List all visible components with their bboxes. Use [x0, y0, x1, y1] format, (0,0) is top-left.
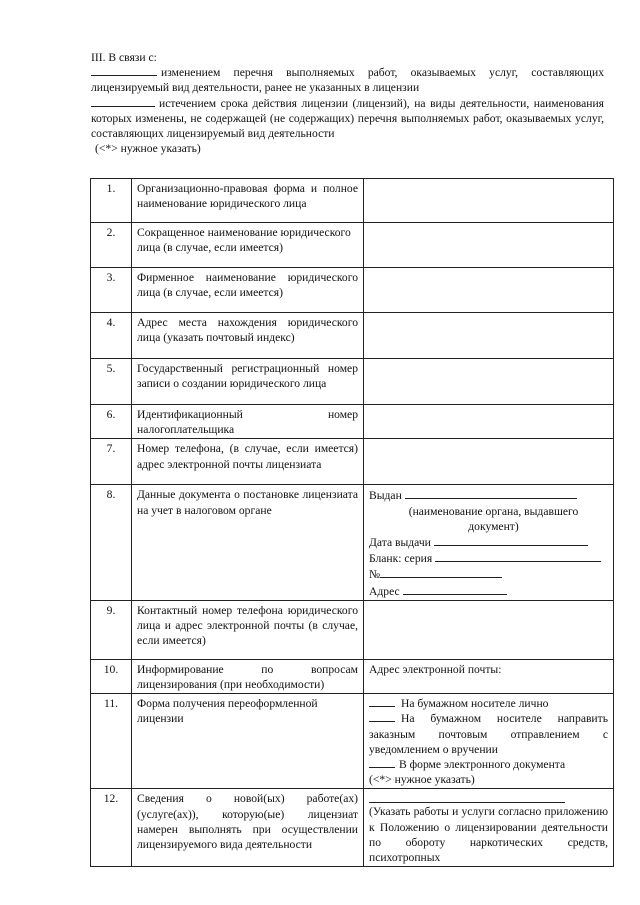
row-value-field[interactable] — [364, 405, 614, 439]
option-change-list-text: изменением перечня выполняемых работ, оказываемых услуг, составляющих лицензируемый вид деятельности, ранее не указанных в лицензии — [91, 66, 604, 95]
tax-registration-fields — [364, 485, 614, 600]
number-label: № — [369, 568, 381, 582]
row-value-field[interactable] — [364, 359, 614, 405]
table-row — [91, 179, 614, 223]
row-number: 7. — [91, 439, 132, 485]
application-table — [90, 178, 614, 867]
row-label: Данные документа о постановке лицензиата на учет в налоговом органе — [132, 485, 364, 600]
table-row — [91, 694, 614, 789]
checkbox-line[interactable] — [369, 711, 395, 722]
checkbox-line[interactable] — [91, 65, 157, 76]
checkbox-line[interactable] — [369, 757, 395, 768]
row-number: 10. — [91, 659, 132, 693]
address-line — [369, 583, 608, 599]
issued-by-input[interactable] — [405, 487, 577, 499]
checkbox-line[interactable] — [91, 96, 155, 107]
address-label: Адрес — [369, 584, 400, 598]
number-line — [369, 566, 608, 582]
form-series-line — [369, 550, 608, 566]
row-label: Контактный номер телефона юридического лица и адрес электронной почты (в случае, если имеется) — [132, 600, 364, 659]
row-number: 11. — [91, 694, 132, 789]
table-row — [91, 313, 614, 359]
row-label: Адрес места нахождения юридического лица (указать почтовый индекс) — [132, 313, 364, 359]
row-number: 12. — [91, 789, 132, 867]
row-value-field[interactable] — [364, 600, 614, 659]
row-number: 9. — [91, 600, 132, 659]
form-series-input[interactable] — [435, 550, 601, 562]
issue-date-input[interactable] — [434, 534, 588, 546]
number-input[interactable] — [380, 566, 502, 578]
option-label: На бумажном носителе лично — [401, 697, 549, 711]
row-label: Сведения о новой(ых) работе(ах) (услуге(ах)), которую(ые) лицензиат намерен выполнять при осуществлении лицензируемого вида деятельности — [132, 789, 364, 867]
row-number: 4. — [91, 313, 132, 359]
table-row — [91, 223, 614, 268]
row-number: 6. — [91, 405, 132, 439]
row-value-field[interactable] — [364, 439, 614, 485]
option-expiry-text: истечением срока действия лицензии (лицензий), на виды деятельности, наименования которых изменены, не содержащей (не содержащих) перечня выполняемых работ, оказываемых услуг, составляющих лицензируемый вид деятельности — [91, 96, 604, 141]
section-heading: III. В связи с: — [91, 51, 157, 64]
new-works-input[interactable] — [369, 791, 608, 804]
table-row — [91, 439, 614, 485]
table-row — [91, 600, 614, 659]
option-paper-in-person[interactable] — [369, 696, 608, 711]
row-number: 5. — [91, 359, 132, 405]
options-note: (<*> нужное указать) — [369, 773, 475, 787]
row-label: Государственный регистрационный номер записи о создании юридического лица — [132, 359, 364, 405]
row-label: Форма получения переоформленной лицензии — [132, 694, 364, 789]
row-value-field[interactable] — [364, 179, 614, 223]
table-row — [91, 268, 614, 313]
row-value-field[interactable] — [364, 223, 614, 268]
intro-note: (<*> нужное указать) — [95, 142, 201, 156]
table-row — [91, 789, 614, 867]
receipt-form-options — [364, 694, 614, 789]
row-label: Сокращенное наименование юридического лица (в случае, если имеется) — [132, 223, 364, 268]
table-row — [91, 359, 614, 405]
row-label: Информирование по вопросам лицензирования (при необходимости) — [132, 659, 364, 693]
row-label: Организационно-правовая форма и полное наименование юридического лица — [132, 179, 364, 223]
issued-by-label: Выдан — [369, 489, 402, 503]
option-paper-mail[interactable] — [369, 711, 608, 757]
checkbox-line[interactable] — [369, 696, 395, 707]
row-number: 1. — [91, 179, 132, 223]
row-number: 2. — [91, 223, 132, 268]
row-value-field[interactable] — [364, 268, 614, 313]
new-works-hint: (Указать работы и услуги согласно приложению к Положению о лицензировании деятельности по обороту наркотических средств, психотропных — [369, 805, 608, 865]
row-label: Номер телефона, (в случае, если имеется) адрес электронной почты лицензиата — [132, 439, 364, 485]
option-expiry — [91, 96, 604, 142]
row-label: Идентификационный номер налогоплательщика — [132, 405, 364, 439]
option-change-list — [91, 65, 604, 95]
issue-date-label: Дата выдачи — [369, 536, 431, 550]
row-number: 8. — [91, 485, 132, 600]
issued-by-line — [369, 487, 608, 503]
option-electronic[interactable] — [369, 757, 608, 772]
row-value-field[interactable] — [364, 313, 614, 359]
email-field[interactable]: Адрес электронной почты: — [364, 659, 614, 693]
table-row — [91, 405, 614, 439]
option-label: В форме электронного документа — [399, 758, 566, 772]
new-works-line[interactable] — [369, 791, 565, 803]
issued-by-hint: (наименование органа, выдавшего документ) — [408, 504, 579, 533]
new-works-field — [364, 789, 614, 867]
row-number: 3. — [91, 268, 132, 313]
intro-section — [91, 50, 604, 156]
issue-date-line — [369, 534, 608, 550]
table-row — [91, 659, 614, 693]
address-input[interactable] — [403, 583, 507, 595]
row-label: Фирменное наименование юридического лица (в случае, если имеется) — [132, 268, 364, 313]
form-series-label: Бланк: серия — [369, 552, 433, 566]
option-label: На бумажном носителе направить заказным почтовым отправлением с уведомлением о вручении — [369, 712, 608, 756]
table-row — [91, 485, 614, 600]
